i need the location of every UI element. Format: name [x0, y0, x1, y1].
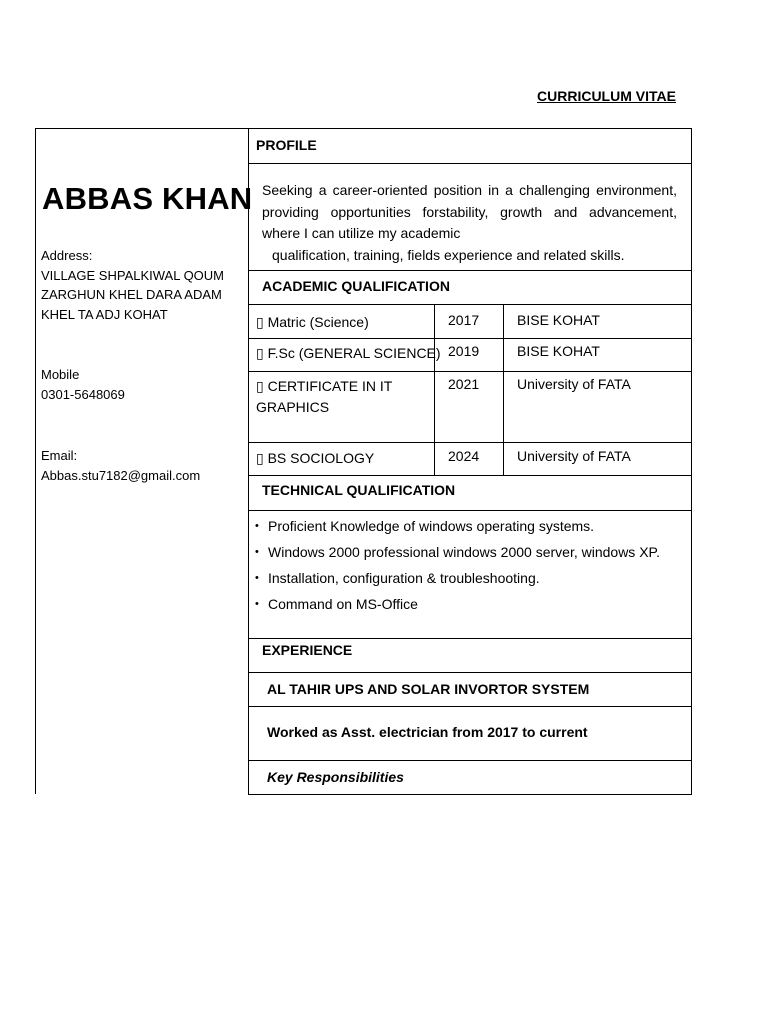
year-cell: 2019 [448, 343, 480, 359]
mobile-block [41, 365, 125, 404]
table-row [249, 305, 691, 339]
technical-heading: TECHNICAL QUALIFICATION [262, 482, 456, 498]
cell-divider [503, 305, 504, 338]
email-value: Abbas.stu7182@gmail.com [41, 467, 201, 483]
role-description: Worked as Asst. electrician from 2017 to current [267, 724, 588, 740]
company-row [249, 673, 691, 707]
academic-heading: ACADEMIC QUALIFICATION [262, 278, 450, 294]
email-label: Email: [41, 448, 78, 463]
board-cell: BISE KOHAT [517, 312, 600, 328]
email-block [41, 446, 200, 485]
address-line: VILLAGE SHPALKIWAL QOUM [41, 267, 225, 283]
address-block [41, 246, 224, 324]
degree-cell: ▯ BS SOCIOLOGY [256, 450, 375, 466]
candidate-name: ABBAS KHAN [42, 181, 253, 216]
list-item: • Windows 2000 professional windows 2000 server, windows XP. [255, 543, 681, 562]
address-line: KHEL TA ADJ KOHAT [41, 306, 168, 322]
document-title: CURRICULUM VITAE [537, 88, 676, 104]
cell-divider [434, 443, 435, 475]
technical-list [255, 517, 681, 621]
year-cell: 2021 [448, 376, 480, 392]
list-item: • Command on MS-Office [255, 595, 681, 614]
cell-divider [434, 372, 435, 442]
board-cell: University of FATA [517, 448, 631, 464]
board-cell: University of FATA [517, 376, 631, 392]
key-responsibilities-row [249, 761, 691, 794]
profile-row [249, 164, 691, 271]
address-label: Address: [41, 248, 93, 263]
technical-heading-row [249, 476, 691, 511]
table-row [249, 372, 691, 443]
mobile-value: 0301-5648069 [41, 386, 125, 402]
profile-heading: PROFILE [256, 137, 317, 153]
list-item: • Installation, configuration & troubleshooting. [255, 569, 681, 588]
year-cell: 2017 [448, 312, 480, 328]
main-content [248, 128, 692, 795]
address-line: ZARGHUN KHEL DARA ADAM [41, 287, 222, 302]
technical-row [249, 511, 691, 639]
cell-divider [503, 372, 504, 442]
profile-last-line: qualification, training, fields experience and related skills. [272, 246, 625, 263]
experience-heading: EXPERIENCE [262, 642, 353, 658]
table-row [249, 443, 691, 476]
profile-paragraph: Seeking a career-oriented position in a challenging environment, providing opportunities forstability, growth and advancement, where I can utilize my academic [262, 182, 677, 241]
cell-divider [503, 339, 504, 371]
table-row [249, 339, 691, 372]
sidebar [35, 128, 253, 794]
company-name: AL TAHIR UPS AND SOLAR INVORTOR SYSTEM [267, 681, 590, 697]
cell-divider [503, 443, 504, 475]
cell-divider [434, 305, 435, 338]
role-row [249, 707, 691, 761]
academic-heading-row [249, 271, 691, 305]
profile-heading-row [249, 129, 691, 164]
cell-divider [434, 339, 435, 371]
key-responsibilities-heading: Key Responsibilities [267, 769, 404, 785]
profile-text [262, 180, 677, 266]
board-cell: BISE KOHAT [517, 343, 600, 359]
degree-cell: ▯ Matric (Science) [256, 314, 369, 330]
mobile-label: Mobile [41, 367, 80, 382]
year-cell: 2024 [448, 448, 480, 464]
experience-heading-row [249, 639, 691, 673]
degree-cell: ▯ CERTIFICATE IN IT GRAPHICS [256, 378, 393, 415]
degree-cell: ▯ F.Sc (GENERAL SCIENCE) [256, 345, 441, 361]
list-item: • Proficient Knowledge of windows operating systems. [255, 517, 681, 536]
